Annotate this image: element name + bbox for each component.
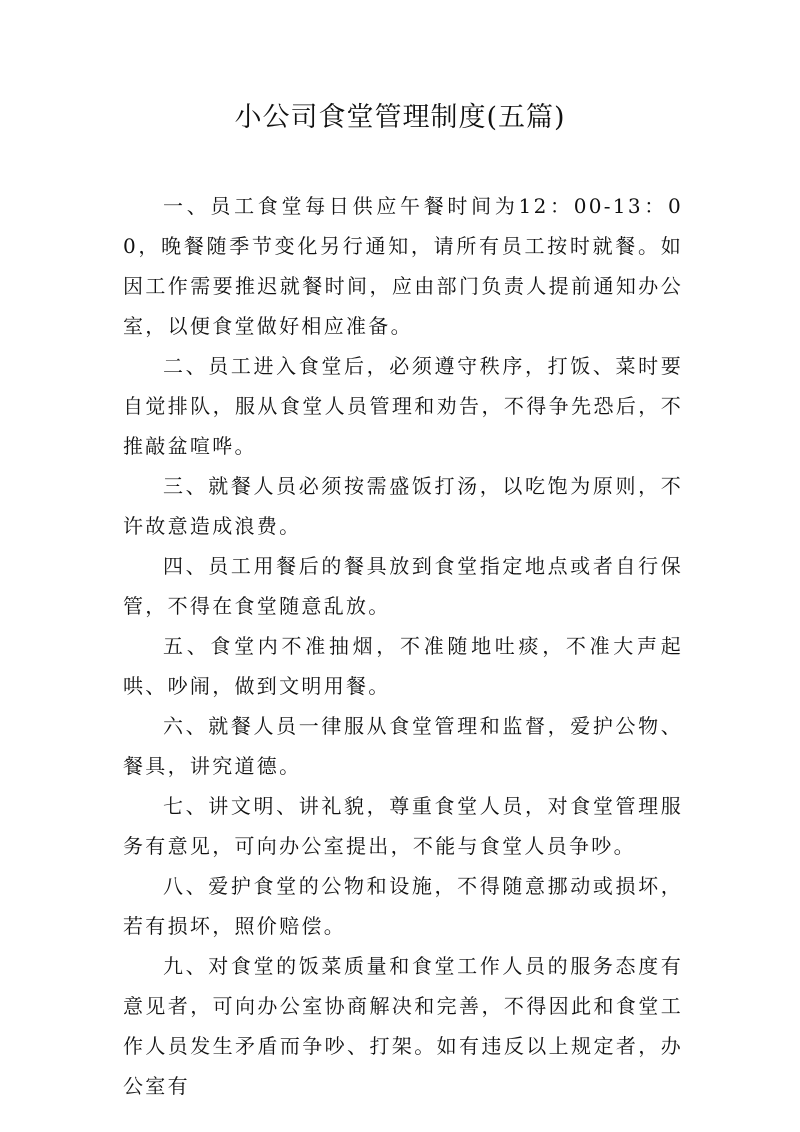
rule-paragraph-9: 九、对食堂的饭菜质量和食堂工作人员的服务态度有意见者，可向办公室协商解决和完善，不得因此和食堂工作人员发生矛盾而争吵、打架。如有违反以上规定者，办公室有: [123, 954, 683, 1098]
document-title: 小公司食堂管理制度(五篇): [234, 102, 566, 133]
rule-paragraph-3: 三、就餐人员必须按需盛饭打汤，以吃饱为原则，不许故意造成浪费。: [123, 474, 683, 538]
rule-paragraph-4: 四、员工用餐后的餐具放到食堂指定地点或者自行保管，不得在食堂随意乱放。: [123, 554, 683, 618]
rule-paragraph-7: 七、讲文明、讲礼貌，尊重食堂人员，对食堂管理服务有意见，可向办公室提出，不能与食堂人员争吵。: [123, 794, 683, 858]
rule-paragraph-6: 六、就餐人员一律服从食堂管理和监督，爱护公物、餐具，讲究道德。: [123, 714, 683, 778]
rule-paragraph-5: 五、食堂内不准抽烟，不准随地吐痰，不准大声起哄、吵闹，做到文明用餐。: [123, 634, 683, 698]
rule-paragraph-8: 八、爱护食堂的公物和设施，不得随意挪动或损坏，若有损坏，照价赔偿。: [123, 874, 683, 938]
rule-paragraph-2: 二、员工进入食堂后，必须遵守秩序，打饭、菜时要自觉排队，服从食堂人员管理和劝告，不得争先恐后，不推敲盆喧哗。: [123, 354, 683, 458]
document-body: [123, 186, 683, 1106]
rule-paragraph-1: 一、员工食堂每日供应午餐时间为12：00-13：00，晚餐随季节变化另行通知，请所有员工按时就餐。如因工作需要推迟就餐时间，应由部门负责人提前通知办公室，以便食堂做好相应准备。: [123, 194, 683, 338]
